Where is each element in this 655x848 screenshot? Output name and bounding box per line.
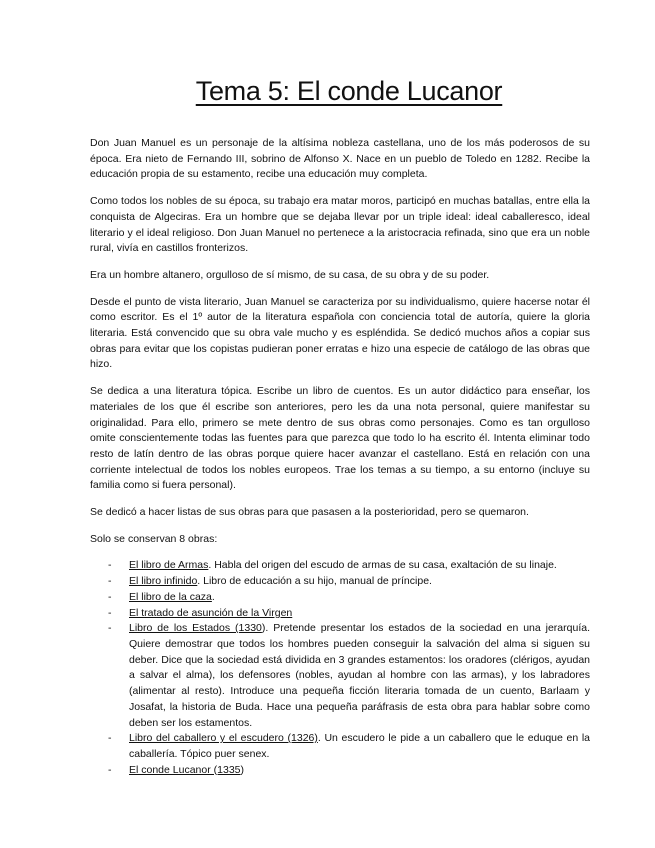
paragraph-topical-literature: Se dedica a una literatura tópica. Escribe un libro de cuentos. Es un autor didáctico para enseñar, los materiales de los que él escribe son anteriores, pero les da una nota personal, quiere manifestar su originalidad. Para ello, primero se mete dentro de sus obras como personajes. Como es tan orgulloso omite conscientemente todas las fuentes para que parezca que todo lo ha escrito él. Intenta eliminar todo resto de latín dentro de las obras porque quiere hacer avanzar el castellano. Está en relación con una corriente intelectual de todos los nobles europeos. Trae los temas a su tiempo, a su entorno (incluye su familia como si fuera personal). [90, 385, 590, 492]
paragraph-literary-view: Desde el punto de vista literario, Juan Manuel se caracteriza por su individualismo, quiere hacerse notar él como escritor. Es el 1º autor de la literatura española con conciencia total de autoría, quiere la gloria literaria. Está convencido que su obra vale mucho y es espléndida. Se dedicó muchos años a copiar sus obras para evitar que los copistas pudieran poner erratas e hizo una especie de catálogo de las obras que hizo. [90, 295, 590, 371]
paragraph-nobility: Como todos los nobles de su época, su trabajo era matar moros, participó en muchas batallas, entre ella la conquista de Algeciras. Era un hombre que se dejaba llevar por un triple ideal: ideal caballeresco, ideal literario y el ideal religioso. Don Juan Manuel no pertenece a la aristocracia refinada, sino que era un noble rural, vivía en castillos fronterizos. [90, 195, 590, 255]
list-item [90, 590, 590, 606]
work-title: Libro de los Estados (1330 [129, 622, 262, 635]
paragraph-character: Era un hombre altanero, orgulloso de sí mismo, de su casa, de su obra y de su poder. [90, 268, 490, 281]
works-list [90, 558, 590, 778]
page-title: Tema 5: El conde Lucanor [195, 76, 503, 106]
work-title: El libro de Armas [129, 559, 209, 572]
list-item [90, 606, 590, 622]
work-title: Libro del caballero y el escudero (1326) [129, 732, 318, 745]
list-dash: - [108, 763, 112, 776]
paragraph-works-intro: Solo se conservan 8 obras: [90, 532, 218, 545]
work-description: ) [240, 763, 244, 776]
work-description: . Libro de educación a su hijo, manual de príncipe. [197, 575, 432, 588]
list-item [90, 558, 590, 574]
work-description: ). Pretende presentar los estados de la sociedad en una jerarquía. Quiere demostrar que todos los hombres pueden conseguir la salvación del alma si siguen su deber. Dice que la sociedad está dividida en 3 grandes estamentos: los oradores (clérigos, ayudan a salvar el alma), los defensores (nobles, ayudan al hombre con las armas), y los labradores (alimentar al resto). Introduce una pequeña ficción literaria tomada de un cuento, Barlaam y Josafat, la historia de Buda. Hace una pequeña paráfrasis de esta obra para hablar sobre como deben ser los estamentos. [129, 622, 590, 729]
list-item [90, 574, 590, 590]
paragraph-biography: Don Juan Manuel es un personaje de la altísima nobleza castellana, uno de los más poderosos de su época. Era nieto de Fernando III, sobrino de Alfonso X. Nace en un pueblo de Toledo en 1282. Recibe la educación propia de su estamento, recibe una educación muy completa. [90, 137, 590, 181]
list-dash: - [108, 622, 112, 635]
paragraph-lists: Se dedicó a hacer listas de sus obras para que pasasen a la posterioridad, pero se quemaron. [90, 506, 529, 519]
work-title: El conde Lucanor (1335 [129, 763, 241, 776]
list-dash: - [108, 575, 112, 588]
list-item [90, 763, 590, 779]
work-description: . Habla del origen del escudo de armas de su casa, exaltación de su linaje. [208, 559, 557, 572]
list-item [90, 621, 590, 731]
list-dash: - [108, 590, 112, 603]
list-dash: - [108, 606, 112, 619]
work-title: El libro de la caza [129, 590, 212, 603]
list-item [90, 731, 590, 762]
work-title: El libro infinido [129, 575, 198, 588]
work-description: . Un escudero le pide a un caballero que le eduque en la caballería. Tópico puer senex. [129, 732, 590, 760]
work-description: . [211, 590, 215, 603]
list-dash: - [108, 732, 112, 745]
list-dash: - [108, 559, 112, 572]
work-title: El tratado de asunción de la Virgen [129, 606, 293, 619]
